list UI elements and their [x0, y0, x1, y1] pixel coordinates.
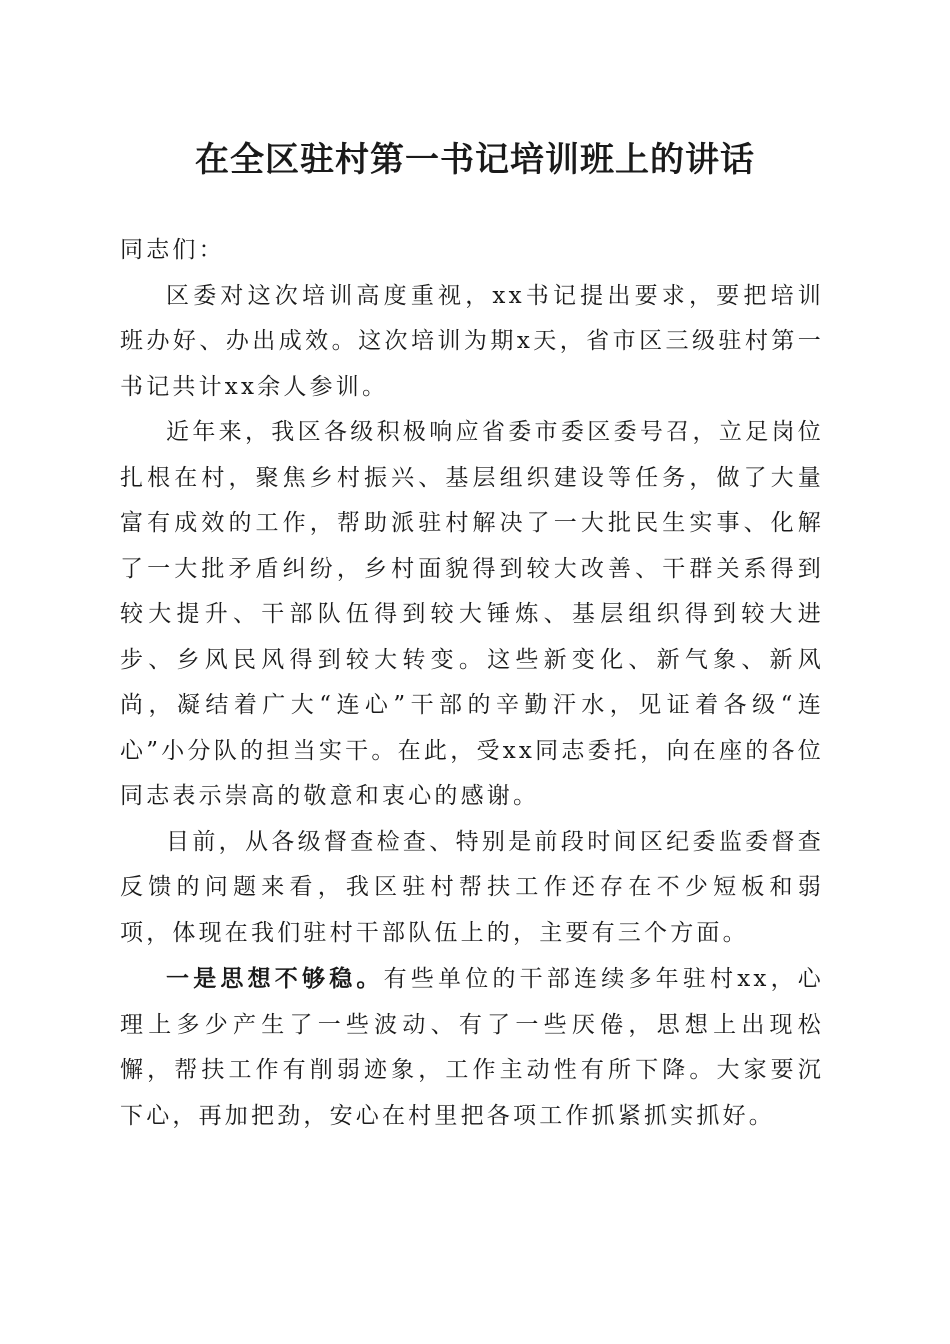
paragraph-problems — [120, 820, 824, 957]
document-title: 在全区驻村第一书记培训班上的讲话 — [195, 140, 755, 180]
paragraph-text: 近年来，我区各级积极响应省委市委区委号召，立足岗位扎根在村，聚焦乡村振兴、基层组织建设等任务，做了大量富有成效的工作，帮助派驻村解决了一大批民生实事、化解了一大批矛盾纠纷，乡村面貌得到较大改善、干群关系得到较大提升、干部队伍得到较大锤炼、基层组织得到较大进步、乡风民风得到较大转变。这些新变化、新气象、新风尚，凝结着广大“连心”干部的辛勤汗水，见证着各级“连心”小分队的担当实干。在此，受xx同志委托，向在座的各位同志表示崇高的敬意和衷心的感谢。 — [120, 419, 824, 809]
paragraph-point-one — [120, 956, 824, 1139]
paragraph-text: 目前，从各级督查检查、特别是前段时间区纪委监委督查反馈的问题来看，我区驻村帮扶工作还存在不少短板和弱项，体现在我们驻村干部队伍上的，主要有三个方面。 — [120, 828, 824, 946]
salutation: 同志们： — [120, 237, 225, 263]
paragraph-text: 区委对这次培训高度重视，xx书记提出要求，要把培训班办好、办出成效。这次培训为期x天，省市区三级驻村第一书记共计xx余人参训。 — [120, 282, 824, 400]
document-body — [120, 228, 824, 1139]
paragraph-achievements — [120, 410, 824, 820]
paragraph-intro — [120, 274, 824, 411]
paragraph-lead: 一是思想不够稳。 — [166, 965, 384, 992]
paragraph-text: 有些单位的干部连续多年驻村xx，心理上多少产生了一些波动、有了一些厌倦，思想上出现松懈，帮扶工作有削弱迹象，工作主动性有所下降。大家要沉下心，再加把劲，安心在村里把各项工作抓紧抓实抓好。 — [120, 966, 824, 1129]
